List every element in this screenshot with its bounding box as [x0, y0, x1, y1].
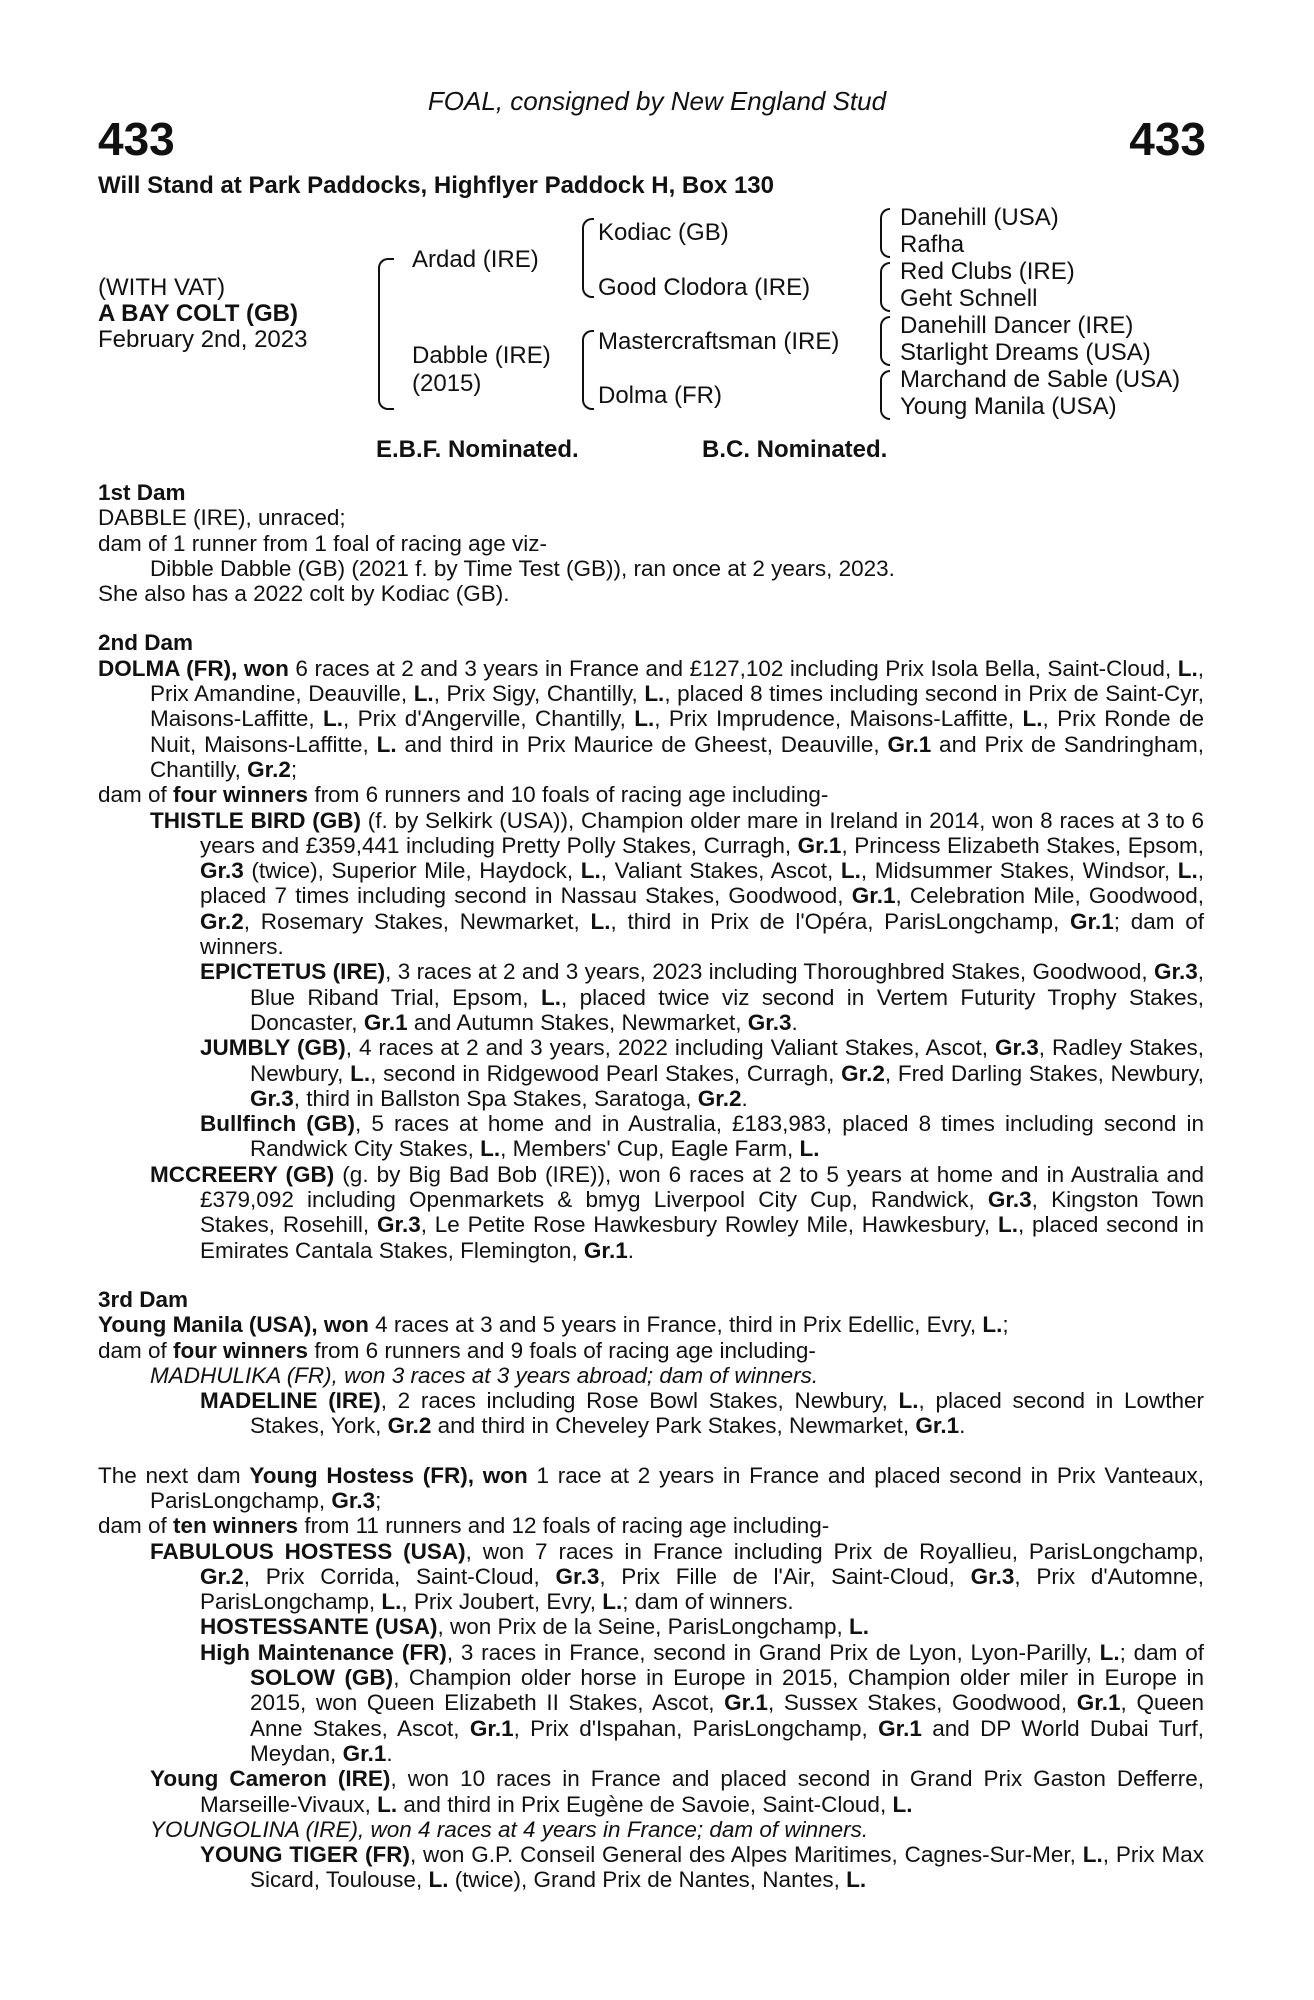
bracket-dolma [880, 370, 890, 420]
horse-name: A BAY COLT (GB) [98, 300, 299, 327]
first-dam-note: She also has a 2022 colt by Kodiac (GB). [98, 581, 510, 607]
epictetus-record: EPICTETUS (IRE), 3 races at 2 and 3 years, 2023 including Thoroughbred Stakes, Goodwood, Gr.3, Blue Riband Trial, Epsom, L., placed twice viz second in Vertem Futurity Trophy Stakes, Doncaster, Gr.1 and Autumn Stakes, Newmarket, Gr.3. [200, 959, 1204, 1035]
first-dam-heading: 1st Dam [98, 480, 186, 505]
ped-dam-dam: Dolma (FR) [598, 382, 722, 409]
third-dam-section [98, 1287, 1204, 1439]
second-dam-section [98, 630, 1204, 1262]
stand-location: Will Stand at Park Paddocks, Highflyer Paddock H, Box 130 [98, 172, 774, 199]
madhulika-record: MADHULIKA (FR), won 3 races at 3 years abroad; dam of winners. [150, 1362, 819, 1388]
ped-g1: Danehill (USA) [900, 204, 1059, 231]
bracket-generation-1 [378, 258, 394, 410]
bracket-mastercraftsman [880, 316, 890, 366]
bracket-dam [582, 330, 594, 410]
dolma-record: DOLMA (FR), won 6 races at 2 and 3 years in France and £127,102 including Prix Isola Bella, Saint-Cloud, L., Prix Amandine, Deauville, L., Prix Sigy, Chantilly, L., placed 8 times including second in Prix de Saint-Cyr, Maisons-Laffitte, L., Prix d'Angerville, Chantilly, L., Prix Imprudence, Maisons-Laffitte, L., Prix Ronde de Nuit, Maisons-Laffitte, L. and third in Prix Maurice de Gheest, Deauville, Gr.1 and Prix de Sandringham, Chantilly, Gr.2; [98, 655, 1204, 782]
fourth-dam-section [98, 1463, 1204, 1893]
hostessante-record: HOSTESSANTE (USA), won Prix de la Seine, ParisLongchamp, L. [200, 1614, 869, 1640]
jumbly-record: JUMBLY (GB), 4 races at 2 and 3 years, 2022 including Valiant Stakes, Ascot, Gr.3, Radley Stakes, Newbury, L., second in Ridgewood Pearl Stakes, Curragh, Gr.2, Fred Darling Stakes, Newbury, Gr.3, third in Ballston Spa Stakes, Saratoga, Gr.2. [200, 1035, 1205, 1111]
ped-g7: Marchand de Sable (USA) [900, 366, 1181, 393]
vat-label: (WITH VAT) [98, 274, 226, 301]
third-dam-produce-summary: dam of four winners from 6 runners and 9 foals of racing age including- [98, 1337, 816, 1363]
thistle-bird-record: THISTLE BIRD (GB) (f. by Selkirk (USA)), Champion older mare in Ireland in 2014, won 8 races at 3 to 6 years and £359,441 including Pretty Polly Stakes, Curragh, Gr.1, Princess Elizabeth Stakes, Epsom, Gr.3 (twice), Superior Mile, Haydock, L., Valiant Stakes, Ascot, L., Midsummer Stakes, Windsor, L., placed 7 times including second in Nassau Stakes, Goodwood, Gr.1, Celebration Mile, Goodwood, Gr.2, Rosemary Stakes, Newmarket, L., third in Prix de l'Opéra, ParisLongchamp, Gr.1; dam of winners. [150, 807, 1205, 960]
bracket-good-clodora [880, 262, 890, 312]
first-dam-section [98, 480, 1204, 606]
lot-number-right: 433 [1129, 113, 1206, 165]
youngolina-record: YOUNGOLINA (IRE), won 4 races at 4 years in France; dam of winners. [150, 1816, 869, 1842]
lot-number-left: 433 [98, 113, 175, 165]
ped-g4: Geht Schnell [900, 285, 1038, 312]
bc-nomination: B.C. Nominated. [702, 436, 888, 463]
bracket-sire [582, 218, 594, 298]
young-manila-record: Young Manila (USA), won 4 races at 3 and 5 years in France, third in Prix Edellic, Evry, L.; [98, 1312, 1009, 1338]
first-dam-line: DABBLE (IRE), unraced; [98, 505, 346, 531]
ped-sire-sire: Kodiac (GB) [598, 219, 729, 246]
ped-g2: Rafha [900, 231, 965, 258]
young-cameron-record: Young Cameron (IRE), won 10 races in France and placed second in Grand Prix Gaston Defferre, Marseille-Vivaux, L. and third in Prix Eugène de Savoie, Saint-Cloud, L. [150, 1766, 1205, 1817]
ped-sire-dam: Good Clodora (IRE) [598, 274, 811, 301]
ebf-nomination: E.B.F. Nominated. [376, 436, 579, 463]
high-maintenance-record: High Maintenance (FR), 3 races in France, second in Grand Prix de Lyon, Lyon-Parilly, L.; dam of SOLOW (GB), Champion older horse in Europe in 2015, Champion older miler in Europe in 2015, won Queen Elizabeth II Stakes, Ascot, Gr.1, Sussex Stakes, Goodwood, Gr.1, Queen Anne Stakes, Ascot, Gr.1, Prix d'Ispahan, ParisLongchamp, Gr.1 and DP World Dubai Turf, Meydan, Gr.1. [200, 1639, 1205, 1766]
catalogue-body [98, 480, 1204, 1893]
ped-dam: Dabble (IRE) [412, 342, 551, 369]
fabulous-hostess-record: FABULOUS HOSTESS (USA), won 7 races in France including Prix de Royallieu, ParisLongchamp, Gr.2, Prix Corrida, Saint-Cloud, Gr.3, Prix Fille de l'Air, Saint-Cloud, Gr.3, Prix d'Automne, ParisLongchamp, L., Prix Joubert, Evry, L.; dam of winners. [150, 1538, 1204, 1615]
young-hostess-record: The next dam Young Hostess (FR), won 1 race at 2 years in France and placed second in Prix Vanteaux, ParisLongchamp, Gr.3; [98, 1462, 1205, 1513]
ped-g8: Young Manila (USA) [900, 393, 1117, 420]
madeline-record: MADELINE (IRE), 2 races including Rose Bowl Stakes, Newbury, L., placed second in Lowther Stakes, York, Gr.2 and third in Cheveley Park Stakes, Newmarket, Gr.1. [200, 1388, 1204, 1439]
second-dam-produce-summary: dam of four winners from 6 runners and 10 foals of racing age including- [98, 782, 829, 808]
ped-sire: Ardad (IRE) [412, 246, 539, 273]
foaling-date: February 2nd, 2023 [98, 326, 308, 353]
fourth-dam-produce-summary: dam of ten winners from 11 runners and 12 foals of racing age including- [98, 1513, 830, 1539]
ped-g6: Starlight Dreams (USA) [900, 339, 1151, 366]
ped-g5: Danehill Dancer (IRE) [900, 312, 1134, 339]
bracket-kodiac [880, 208, 890, 258]
ped-dam-year: (2015) [412, 370, 482, 397]
second-dam-heading: 2nd Dam [98, 630, 194, 656]
ped-g3: Red Clubs (IRE) [900, 258, 1075, 285]
produce-dibble-dabble: Dibble Dabble (GB) (2021 f. by Time Test (GB)), ran once at 2 years, 2023. [150, 555, 895, 581]
bullfinch-record: Bullfinch (GB), 5 races at home and in Australia, £183,983, placed 8 times including second in Randwick City Stakes, L., Members' Cup, Eagle Farm, L. [200, 1111, 1204, 1162]
ped-dam-sire: Mastercraftsman (IRE) [598, 328, 840, 355]
third-dam-heading: 3rd Dam [98, 1286, 189, 1312]
young-tiger-record: YOUNG TIGER (FR), won G.P. Conseil General des Alpes Maritimes, Cagnes-Sur-Mer, L., Prix Max Sicard, Toulouse, L. (twice), Grand Prix de Nantes, Nantes, L. [200, 1842, 1204, 1893]
first-dam-produce-summary: dam of 1 runner from 1 foal of racing age viz- [98, 530, 547, 556]
mccreery-record: MCCREERY (GB) (g. by Big Bad Bob (IRE)), won 6 races at 2 to 5 years at home and in Australia and £379,092 including Openmarkets & bmyg Liverpool City Cup, Randwick, Gr.3, Kingston Town Stakes, Rosehill, Gr.3, Le Petite Rose Hawkesbury Rowley Mile, Hawkesbury, L., placed second in Emirates Cantala Stakes, Flemington, Gr.1. [150, 1161, 1205, 1263]
consignment-line: FOAL, consigned by New England Stud [427, 86, 887, 116]
